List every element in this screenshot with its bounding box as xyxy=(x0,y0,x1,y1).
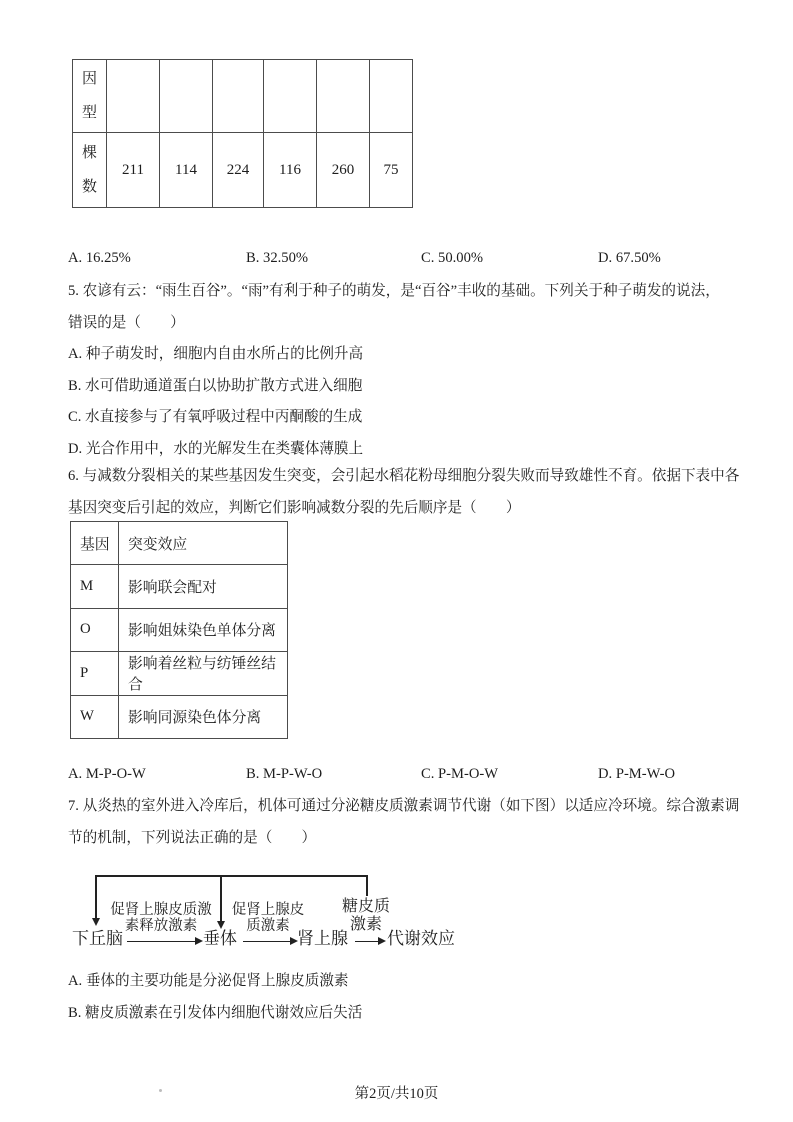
table-row xyxy=(71,652,288,695)
feedback-line-to-hypothalamus xyxy=(95,875,97,918)
question-6-stem-line2: 基因突变后引起的效应，判断它们影响减数分裂的先后顺序是（ ） xyxy=(68,500,521,516)
table-row xyxy=(73,133,413,208)
plant-count-cell: 211 xyxy=(107,133,160,208)
plant-count-row-label: 棵 数 xyxy=(73,133,107,208)
header-gene: 基因 xyxy=(71,522,119,565)
node-metabolic-effect: 代谢效应 xyxy=(387,929,455,948)
arrow-adrenal-to-effect xyxy=(355,941,378,943)
effect-cell: 影响姐妹染色单体分离 xyxy=(119,608,288,651)
gene-effect-table xyxy=(70,521,288,739)
genotype-cell xyxy=(213,60,264,133)
plant-count-cell: 75 xyxy=(370,133,413,208)
option-d: D. 67.50% xyxy=(598,250,661,266)
question-7-option-a: A. 垂体的主要功能是分泌促肾上腺皮质激素 xyxy=(68,973,349,989)
question-7-option-b: B. 糖皮质激素在引发体内细胞代谢效应后失活 xyxy=(68,1005,363,1021)
genotype-cell xyxy=(160,60,213,133)
effect-cell: 影响着丝粒与纺锤丝结合 xyxy=(119,652,288,695)
plant-count-cell: 114 xyxy=(160,133,213,208)
question-6-stem-line1: 6. 与减数分裂相关的某些基因发生突变，会引起水稻花粉母细胞分裂失败而导致雄性不育。依据下表中各 xyxy=(68,468,740,484)
plant-count-cell: 260 xyxy=(317,133,370,208)
label-glucocorticoid: 糖皮质 激素 xyxy=(341,898,390,933)
genotype-row-label: 因 型 xyxy=(73,60,107,133)
option-b: B. 32.50% xyxy=(246,250,309,266)
question-5-option-d: D. 光合作用中，水的光解发生在类囊体薄膜上 xyxy=(68,441,364,457)
node-adrenal-gland: 肾上腺 xyxy=(297,929,348,948)
table-row xyxy=(73,60,413,133)
gene-cell: O xyxy=(71,608,119,651)
option-b: B. M-P-W-O xyxy=(246,766,323,782)
arrow-down-icon xyxy=(92,918,100,926)
genotype-cell xyxy=(317,60,370,133)
question-7-stem-line1: 7. 从炎热的室外进入冷库后，机体可通过分泌糖皮质激素调节代谢（如下图）以适应冷环境。综合激素调 xyxy=(68,798,740,814)
plant-count-cell: 116 xyxy=(264,133,317,208)
effect-cell: 影响同源染色体分离 xyxy=(119,695,288,738)
question-5-stem-line1: 5. 农谚有云：“雨生百谷”。“雨”有利于种子的萌发，是“百谷”丰收的基础。下列关于种子萌发的说法， xyxy=(68,283,720,299)
node-pituitary: 垂体 xyxy=(203,929,237,948)
arrow-hypothalamus-to-pituitary xyxy=(127,941,195,943)
node-hypothalamus: 下丘脑 xyxy=(72,929,123,948)
table-header-row xyxy=(71,522,288,565)
question-5-option-a: A. 种子萌发时，细胞内自由水所占的比例升高 xyxy=(68,346,364,362)
arrow-right-icon xyxy=(378,937,386,945)
arrow-pituitary-to-adrenal xyxy=(243,941,290,943)
option-c: C. P-M-O-W xyxy=(421,766,499,782)
question-6-options xyxy=(0,764,793,786)
feedback-line-from-glucocorticoid xyxy=(366,875,368,896)
header-effect: 突变效应 xyxy=(119,522,288,565)
feedback-line-to-pituitary xyxy=(220,875,222,921)
gene-cell: M xyxy=(71,565,119,608)
option-a: A. M-P-O-W xyxy=(68,766,146,782)
question-4-options xyxy=(0,248,793,270)
question-5-option-b: B. 水可借助通道蛋白以协助扩散方式进入细胞 xyxy=(68,378,363,394)
table-row xyxy=(71,695,288,738)
option-d: D. P-M-W-O xyxy=(598,766,676,782)
question-5-option-c: C. 水直接参与了有氧呼吸过程中丙酮酸的生成 xyxy=(68,409,363,425)
plant-count-cell: 224 xyxy=(213,133,264,208)
question-5-stem-line2: 错误的是（ ） xyxy=(68,315,185,331)
table-row xyxy=(71,608,288,651)
gene-cell: W xyxy=(71,695,119,738)
genotype-cell xyxy=(370,60,413,133)
question-7-stem-line2: 节的机制，下列说法正确的是（ ） xyxy=(68,830,317,846)
hormone-regulation-diagram xyxy=(65,868,485,960)
arrow-right-icon xyxy=(195,937,203,945)
gene-cell: P xyxy=(71,652,119,695)
label-acth: 促肾上腺皮 质激素 xyxy=(231,902,305,934)
page-number: 第2页/共10页 xyxy=(354,1086,439,1102)
arrow-right-icon xyxy=(290,937,298,945)
label-crh: 促肾上腺皮质激 素释放激素 xyxy=(110,902,212,934)
effect-cell: 影响联会配对 xyxy=(119,565,288,608)
option-a: A. 16.25% xyxy=(68,250,131,266)
genotype-cell xyxy=(264,60,317,133)
table-row xyxy=(71,565,288,608)
genotype-cell xyxy=(107,60,160,133)
option-c: C. 50.00% xyxy=(421,250,484,266)
feedback-line-horizontal xyxy=(95,875,366,877)
genotype-table xyxy=(72,59,413,208)
